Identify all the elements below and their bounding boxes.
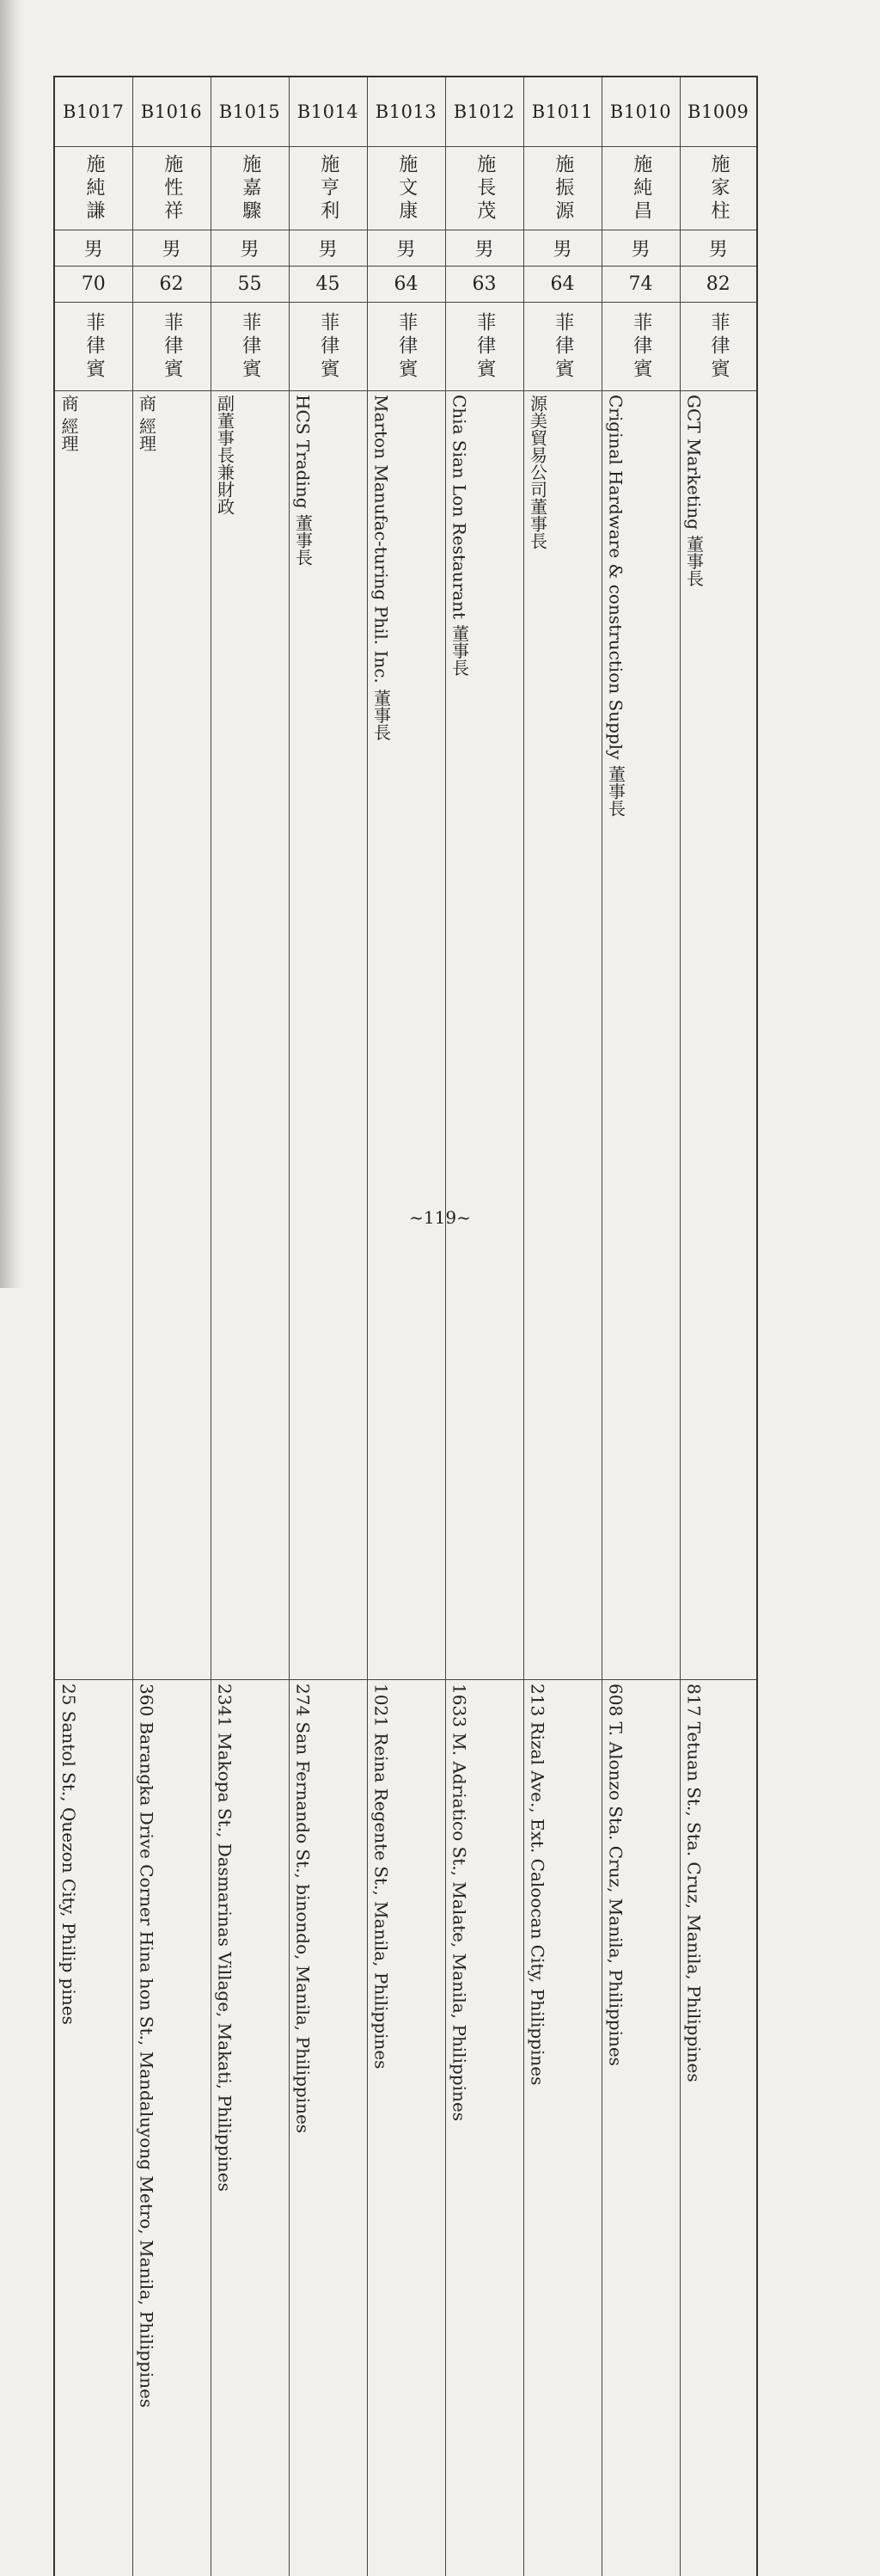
address-cell — [132, 1680, 211, 2576]
nationality-text: 菲律賓 — [707, 312, 730, 382]
nationality-cell — [132, 303, 211, 391]
address-text — [55, 1680, 87, 2576]
address-text — [368, 1680, 400, 2576]
gender-cell — [54, 230, 132, 267]
title-text: Chia Sian Lon Restaurant 董事長 — [446, 391, 478, 1679]
name-cell — [445, 147, 523, 230]
row-code — [54, 77, 757, 147]
address-cell — [602, 1680, 680, 2576]
age-cell — [602, 267, 680, 303]
code-cell: B1016 — [132, 77, 211, 147]
title-text: GCT Marketing 董事長 — [681, 391, 712, 1679]
row-name — [54, 147, 757, 230]
code-cell: B1010 — [602, 77, 680, 147]
address-text — [133, 1680, 165, 2576]
nationality-cell — [523, 303, 602, 391]
code-cell: B1017 — [54, 77, 132, 147]
code-cell: B1015 — [211, 77, 289, 147]
name-text: 施性祥 — [160, 154, 182, 224]
nationality-cell — [445, 303, 523, 391]
gender-cell — [602, 230, 680, 267]
nationality-text: 菲律賓 — [238, 312, 260, 382]
age-text: 82 — [706, 273, 730, 295]
age-cell — [680, 267, 757, 303]
address-text — [211, 1680, 243, 2576]
gender-text: 男 — [709, 239, 728, 261]
nationality-cell — [289, 303, 367, 391]
name-cell — [211, 147, 289, 230]
name-cell — [523, 147, 602, 230]
age-cell — [132, 267, 211, 303]
address-text — [524, 1680, 556, 2576]
gender-text: 男 — [474, 239, 493, 261]
directory-table — [53, 76, 758, 2576]
address-text — [446, 1680, 478, 2576]
book-spine-shadow — [0, 0, 22, 1288]
title-text: 商 經理 — [133, 391, 165, 1679]
row-nationality — [54, 303, 757, 391]
gender-text: 男 — [84, 239, 103, 261]
title-cell — [367, 391, 445, 1680]
gender-text: 男 — [396, 239, 415, 261]
gender-text: 男 — [318, 239, 337, 261]
nationality-cell — [54, 303, 132, 391]
gender-cell — [132, 230, 211, 267]
title-cell — [211, 391, 289, 1680]
age-cell — [445, 267, 523, 303]
title-cell — [445, 391, 523, 1680]
title-cell — [602, 391, 680, 1680]
nationality-text: 菲律賓 — [551, 312, 573, 382]
address-cell — [54, 1680, 132, 2576]
name-text: 施長茂 — [473, 154, 495, 224]
row-address — [54, 1680, 757, 2576]
age-cell — [289, 267, 367, 303]
address-text — [290, 1680, 321, 2576]
name-cell — [367, 147, 445, 230]
nationality-text: 菲律賓 — [473, 312, 495, 382]
page-number: ~119~ — [0, 1207, 880, 1228]
gender-text: 男 — [162, 239, 180, 261]
title-text: HCS Trading 董事長 — [290, 391, 321, 1679]
address-cell — [445, 1680, 523, 2576]
gender-text: 男 — [631, 239, 650, 261]
name-cell — [132, 147, 211, 230]
age-cell — [367, 267, 445, 303]
row-gender — [54, 230, 757, 267]
age-text: 74 — [629, 273, 653, 295]
name-cell — [289, 147, 367, 230]
gender-cell — [211, 230, 289, 267]
age-cell — [211, 267, 289, 303]
code-cell: B1009 — [680, 77, 757, 147]
name-text: 施嘉驟 — [238, 154, 260, 224]
code-cell: B1014 — [289, 77, 367, 147]
title-text: Criginal Hardware & construction Supply 董事長 — [602, 391, 634, 1679]
address-cell — [211, 1680, 289, 2576]
title-cell — [523, 391, 602, 1680]
age-text: 64 — [394, 273, 419, 295]
address-cell — [523, 1680, 602, 2576]
name-text: 施亨利 — [316, 154, 339, 224]
title-text: 商 經理 — [55, 391, 87, 1679]
nationality-text: 菲律賓 — [82, 312, 105, 382]
nationality-text: 菲律賓 — [160, 312, 182, 382]
age-text: 64 — [551, 273, 575, 295]
code-cell: B1013 — [367, 77, 445, 147]
address-text — [602, 1680, 634, 2576]
nationality-text: 菲律賓 — [394, 312, 417, 382]
gender-cell — [523, 230, 602, 267]
age-cell — [54, 267, 132, 303]
age-text: 55 — [238, 273, 262, 295]
title-text: Marton Manufac-turing Phil. Inc. 董事長 — [368, 391, 400, 1679]
gender-cell — [680, 230, 757, 267]
gender-cell — [367, 230, 445, 267]
age-text: 63 — [473, 273, 497, 295]
name-cell — [54, 147, 132, 230]
age-cell — [523, 267, 602, 303]
name-text: 施文康 — [394, 154, 417, 224]
name-text: 施振源 — [551, 154, 573, 224]
title-text: 源美貿易公司董事長 — [524, 391, 556, 1679]
code-cell: B1012 — [445, 77, 523, 147]
age-text: 45 — [316, 273, 340, 295]
nationality-cell — [680, 303, 757, 391]
nationality-cell — [211, 303, 289, 391]
name-text: 施家柱 — [707, 154, 730, 224]
nationality-text: 菲律賓 — [316, 312, 339, 382]
row-age — [54, 267, 757, 303]
name-cell — [680, 147, 757, 230]
title-text: 副董事長兼財政 — [211, 391, 243, 1679]
gender-text: 男 — [553, 239, 571, 261]
address-text — [681, 1680, 712, 2576]
title-cell — [289, 391, 367, 1680]
name-text: 施純昌 — [629, 154, 651, 224]
address-cell — [367, 1680, 445, 2576]
address-cell — [289, 1680, 367, 2576]
nationality-cell — [602, 303, 680, 391]
age-text: 62 — [160, 273, 184, 295]
code-cell: B1011 — [523, 77, 602, 147]
title-cell — [132, 391, 211, 1680]
title-cell — [680, 391, 757, 1680]
nationality-text: 菲律賓 — [629, 312, 651, 382]
gender-text: 男 — [240, 239, 259, 261]
name-text: 施純謙 — [82, 154, 105, 224]
address-cell — [680, 1680, 757, 2576]
name-cell — [602, 147, 680, 230]
gender-cell — [445, 230, 523, 267]
gender-cell — [289, 230, 367, 267]
row-title — [54, 391, 757, 1680]
title-cell — [54, 391, 132, 1680]
age-text: 70 — [82, 273, 106, 295]
nationality-cell — [367, 303, 445, 391]
